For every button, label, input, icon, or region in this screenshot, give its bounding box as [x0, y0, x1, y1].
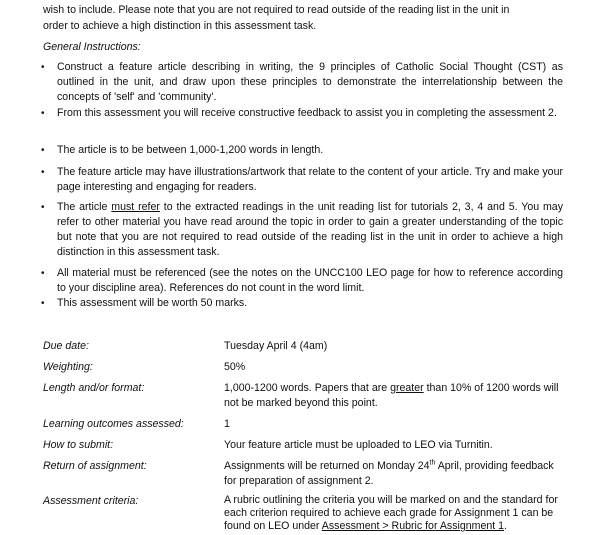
list-item: • Construct a feature article describing in writing, the 9 principles of Catholic Social Thought (CST) as outlined in the unit, and draw upon these principles to demonstrate the interrelationship between the concepts of 'self' and 'community'.: [41, 61, 563, 103]
bullet-icon: •: [41, 167, 45, 178]
list-item: • From this assessment you will receive constructive feedback to assist you in completing the assessment 2.: [41, 107, 557, 119]
intro-paragraph: [43, 2, 563, 34]
bullet-icon: •: [41, 62, 45, 73]
bullet-icon: •: [41, 145, 45, 156]
rubric-link[interactable]: Assessment > Rubric for Assignment 1: [321, 520, 505, 532]
bullet-icon: •: [41, 108, 45, 119]
list-item: • All material must be referenced (see the notes on the UNCC100 LEO page for how to reference according to your discipline area). References do not count in the word limit.: [41, 267, 563, 294]
emphasis-greater: greater: [390, 382, 424, 394]
submit-label: How to submit:: [43, 439, 114, 451]
bullet-icon: •: [41, 268, 45, 279]
intro-line-1: wish to include. Please note that you are not required to read outside of the reading list in the unit in: [43, 4, 510, 16]
general-instructions-heading: General Instructions:: [43, 41, 141, 53]
criteria-value: A rubric outlining the criteria you will be marked on and the standard for each criterion required to achieve each grade for Assignment 1 can be found on LEO under Assessment > Rubric for Assignment 1.: [224, 494, 558, 532]
emphasis-must-refer: must refer: [111, 201, 160, 213]
weighting-label: Weighting:: [43, 361, 93, 373]
due-date-label: Due date:: [43, 340, 89, 352]
bullet-icon: •: [41, 202, 45, 213]
criteria-label: Assessment criteria:: [43, 495, 139, 507]
bullet-icon: •: [41, 298, 45, 309]
list-item: • The article must refer to the extracted readings in the unit reading list for tutorials 2, 3, 4 and 5. You may refer to other material you have read around the topic in order to gain a greater understanding of the topic but note that you are not required to read outside of the reading list in the unit in order to achieve a high distinction in this assessment task.: [41, 201, 563, 258]
list-item: • The article is to be between 1,000-1,200 words in length.: [41, 144, 324, 156]
return-value: Assignments will be returned on Monday 24th April, providing feedback for preparation of assignment 2.: [224, 459, 554, 487]
length-label: Length and/or format:: [43, 382, 145, 394]
list-item: • This assessment will be worth 50 marks.: [41, 297, 248, 309]
outcomes-label: Learning outcomes assessed:: [43, 418, 184, 430]
intro-line-2: order to achieve a high distinction in this assessment task.: [43, 20, 317, 32]
outcomes-value: 1: [224, 418, 230, 430]
return-label: Return of assignment:: [43, 460, 147, 472]
due-date-value: Tuesday April 4 (4am): [224, 340, 328, 352]
submit-value: Your feature article must be uploaded to LEO via Turnitin.: [224, 439, 493, 451]
length-value: 1,000-1200 words. Papers that are greater than 10% of 1200 words will not be marked beyond this point.: [224, 382, 559, 409]
weighting-value: 50%: [224, 361, 246, 373]
list-item: • The feature article may have illustrations/artwork that relate to the content of your article. Try and make your page interesting and engaging for readers.: [41, 166, 563, 193]
